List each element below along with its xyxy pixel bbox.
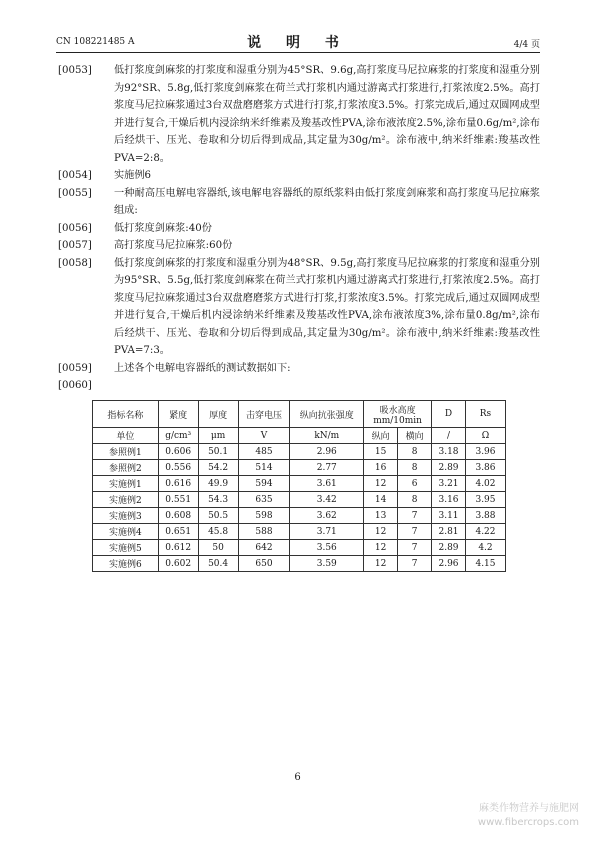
- table-cell: 3.95: [465, 492, 505, 508]
- table-cell: 4.2: [465, 540, 505, 556]
- table-cell: 2.81: [432, 524, 466, 540]
- table-cell: 7: [398, 508, 432, 524]
- table-cell: 12: [364, 540, 398, 556]
- watermark: [478, 802, 579, 830]
- unit-cell: V: [238, 428, 290, 444]
- table-cell: 2.96: [290, 444, 364, 460]
- unit-cell: 横向: [398, 428, 432, 444]
- paragraph-0057: [56, 237, 540, 255]
- table-cell: 650: [238, 556, 290, 572]
- table-cell: 54.2: [198, 460, 238, 476]
- paragraph-tag: [0057]: [58, 240, 92, 251]
- document-title: 说 明 书: [247, 35, 349, 51]
- table-cell: 50.1: [198, 444, 238, 460]
- paragraph-0055: [56, 185, 540, 220]
- row-label-cell: 实施例5: [93, 540, 159, 556]
- paragraph-text: 高打浆度马尼拉麻浆:60份: [114, 240, 233, 251]
- table-cell: 0.608: [158, 508, 198, 524]
- header-cell: 吸水高度mm/10min: [364, 401, 432, 428]
- table-cell: 2.89: [432, 540, 466, 556]
- paragraph-text: 低打浆度剑麻浆的打浆度和湿重分别为48°SR、9.5g,高打浆度马尼拉麻浆的打浆度和湿重分别为95°SR、5.5g,低打浆度剑麻浆在荷兰式打浆机内通过游离式打浆进行,打浆浓度2.5%。高打浆度马尼拉麻浆通过3台双盘磨磨浆方式进行打浆,打浆浓度3.5%。打浆完成后,通过双圆网成型并进行复合,干燥后机内浸涂纳米纤维素及羧基改性PVA,涂布液浓度3%,涂布量0.8g/m²,涂布后经烘干、压光、卷取和分切后得到成品,其定量为30g/m²。涂布液中,纳米纤维素:羧基改性PVA=7:3。: [114, 257, 540, 356]
- paragraph-tag: [0053]: [58, 65, 92, 76]
- table-cell: 3.16: [432, 492, 466, 508]
- unit-cell: μm: [198, 428, 238, 444]
- row-label-cell: 实施例1: [93, 476, 159, 492]
- paragraph-text: 上述各个电解电容器纸的测试数据如下:: [114, 362, 291, 374]
- table-cell: 3.11: [432, 508, 466, 524]
- table-cell: 14: [364, 492, 398, 508]
- table-cell: 12: [364, 556, 398, 572]
- row-label-cell: 参照例1: [93, 444, 159, 460]
- table-cell: 6: [398, 476, 432, 492]
- table-cell: 16: [364, 460, 398, 476]
- page-label: 4/4 页: [513, 40, 540, 50]
- table-cell: 3.62: [290, 508, 364, 524]
- page-number: 6: [294, 772, 301, 783]
- table-cell: 598: [238, 508, 290, 524]
- table-cell: 0.616: [158, 476, 198, 492]
- paragraph-text: 低打浆度剑麻浆:40份: [114, 222, 212, 234]
- paragraph-0060: [56, 377, 540, 395]
- table-cell: 0.651: [158, 524, 198, 540]
- row-label-cell: 实施例3: [93, 508, 159, 524]
- table-cell: 12: [364, 524, 398, 540]
- table-row: [93, 444, 506, 460]
- row-label-cell: 实施例4: [93, 524, 159, 540]
- table-cell: 642: [238, 540, 290, 556]
- table-cell: 4.02: [465, 476, 505, 492]
- header-cell: Rs: [465, 401, 505, 428]
- header-cell: 纵向抗张强度: [290, 401, 364, 428]
- table-cell: 0.612: [158, 540, 198, 556]
- table-units-row: [93, 428, 506, 444]
- table-row: [93, 524, 506, 540]
- table-cell: 594: [238, 476, 290, 492]
- paragraph-0054: [56, 167, 540, 185]
- watermark-site-name: 麻类作物营养与施肥网: [479, 803, 579, 814]
- header-cell: 指标名称: [93, 401, 159, 428]
- watermark-url: www.fibercrops.com: [477, 817, 579, 828]
- table-cell: 8: [398, 444, 432, 460]
- paragraph-text: [114, 377, 540, 395]
- paragraph-0058: [56, 255, 540, 360]
- unit-cell: Ω: [465, 428, 505, 444]
- table-cell: 2.96: [432, 556, 466, 572]
- paragraph-tag: [0058]: [58, 257, 92, 269]
- document-number: CN 108221485 A: [56, 37, 135, 47]
- table-row: [93, 492, 506, 508]
- table-cell: 3.71: [290, 524, 364, 540]
- paragraph-0053: [56, 62, 540, 167]
- table-cell: 45.8: [198, 524, 238, 540]
- table-cell: 8: [398, 460, 432, 476]
- table-cell: 2.89: [432, 460, 466, 476]
- unit-cell: /: [432, 428, 466, 444]
- unit-cell: kN/m: [290, 428, 364, 444]
- table-cell: 485: [238, 444, 290, 460]
- row-label-cell: 参照例2: [93, 460, 159, 476]
- table-cell: 50.4: [198, 556, 238, 572]
- table-row: [93, 556, 506, 572]
- paragraph-0059: [56, 360, 540, 378]
- table-cell: 8: [398, 492, 432, 508]
- table-cell: 4.22: [465, 524, 505, 540]
- table-cell: 3.56: [290, 540, 364, 556]
- table-cell: 0.556: [158, 460, 198, 476]
- table-cell: 7: [398, 540, 432, 556]
- paragraph-0056: [56, 220, 540, 238]
- table-cell: 0.551: [158, 492, 198, 508]
- table-cell: 50: [198, 540, 238, 556]
- table-cell: 3.42: [290, 492, 364, 508]
- table-cell: 4.15: [465, 556, 505, 572]
- row-label-cell: 实施例2: [93, 492, 159, 508]
- table-cell: 50.5: [198, 508, 238, 524]
- paragraph-text: 低打浆度剑麻浆的打浆度和湿重分别为45°SR、9.6g,高打浆度马尼拉麻浆的打浆度和湿重分别为92°SR、5.8g,低打浆度剑麻浆在荷兰式打浆机内通过游离式打浆进行,打浆浓度2.5%。高打浆度马尼拉麻浆通过3台双盘磨磨浆方式进行打浆,打浆浓度3.5%。打浆完成后,通过双圆网成型并进行复合,干燥后机内浸涂纳米纤维素及羧基改性PVA,涂布液浓度2.5%,涂布量0.6g/m²,涂布后经烘干、压光、卷取和分切后得到成品,其定量为30g/m²。涂布液中,纳米纤维素:羧基改性PVA=2:8。: [114, 65, 540, 164]
- table-cell: 3.61: [290, 476, 364, 492]
- table-cell: 2.77: [290, 460, 364, 476]
- paragraph-text: 一种耐高压电解电容器纸,该电解电容器纸的原纸浆料由低打浆度剑麻浆和高打浆度马尼拉麻浆组成:: [114, 187, 540, 216]
- document-body: [56, 62, 540, 395]
- paragraph-tag: [0056]: [58, 222, 92, 234]
- unit-cell: g/cm³: [158, 428, 198, 444]
- header-cell: 厚度: [198, 401, 238, 428]
- table-cell: 635: [238, 492, 290, 508]
- table-cell: 0.602: [158, 556, 198, 572]
- unit-cell: 纵向: [364, 428, 398, 444]
- table-cell: 49.9: [198, 476, 238, 492]
- table-cell: 7: [398, 556, 432, 572]
- test-data-table: [92, 400, 506, 572]
- table-cell: 3.96: [465, 444, 505, 460]
- header-cell: D: [432, 401, 466, 428]
- page-header: [56, 30, 540, 53]
- unit-cell: 单位: [93, 428, 159, 444]
- table-row: [93, 476, 506, 492]
- table-cell: 514: [238, 460, 290, 476]
- table-cell: 3.59: [290, 556, 364, 572]
- paragraph-tag: [0054]: [58, 170, 92, 181]
- table-cell: 13: [364, 508, 398, 524]
- table-cell: 3.18: [432, 444, 466, 460]
- table-body: [93, 444, 506, 572]
- header-cell: 击穿电压: [238, 401, 290, 428]
- paragraph-tag: [0055]: [58, 187, 92, 199]
- paragraph-tag: [0059]: [58, 362, 92, 374]
- paragraph-tag: [0060]: [58, 380, 92, 391]
- paragraph-text: 实施例6: [114, 170, 152, 181]
- row-label-cell: 实施例6: [93, 556, 159, 572]
- table-cell: 12: [364, 476, 398, 492]
- table-cell: 0.606: [158, 444, 198, 460]
- table-cell: 3.88: [465, 508, 505, 524]
- table-row: [93, 460, 506, 476]
- table-row: [93, 508, 506, 524]
- table-row: [93, 540, 506, 556]
- table-cell: 3.21: [432, 476, 466, 492]
- table-cell: 15: [364, 444, 398, 460]
- table-cell: 588: [238, 524, 290, 540]
- table-cell: 54.3: [198, 492, 238, 508]
- table-cell: 7: [398, 524, 432, 540]
- table-cell: 3.86: [465, 460, 505, 476]
- header-cell: 紧度: [158, 401, 198, 428]
- table-header-row: [93, 401, 506, 428]
